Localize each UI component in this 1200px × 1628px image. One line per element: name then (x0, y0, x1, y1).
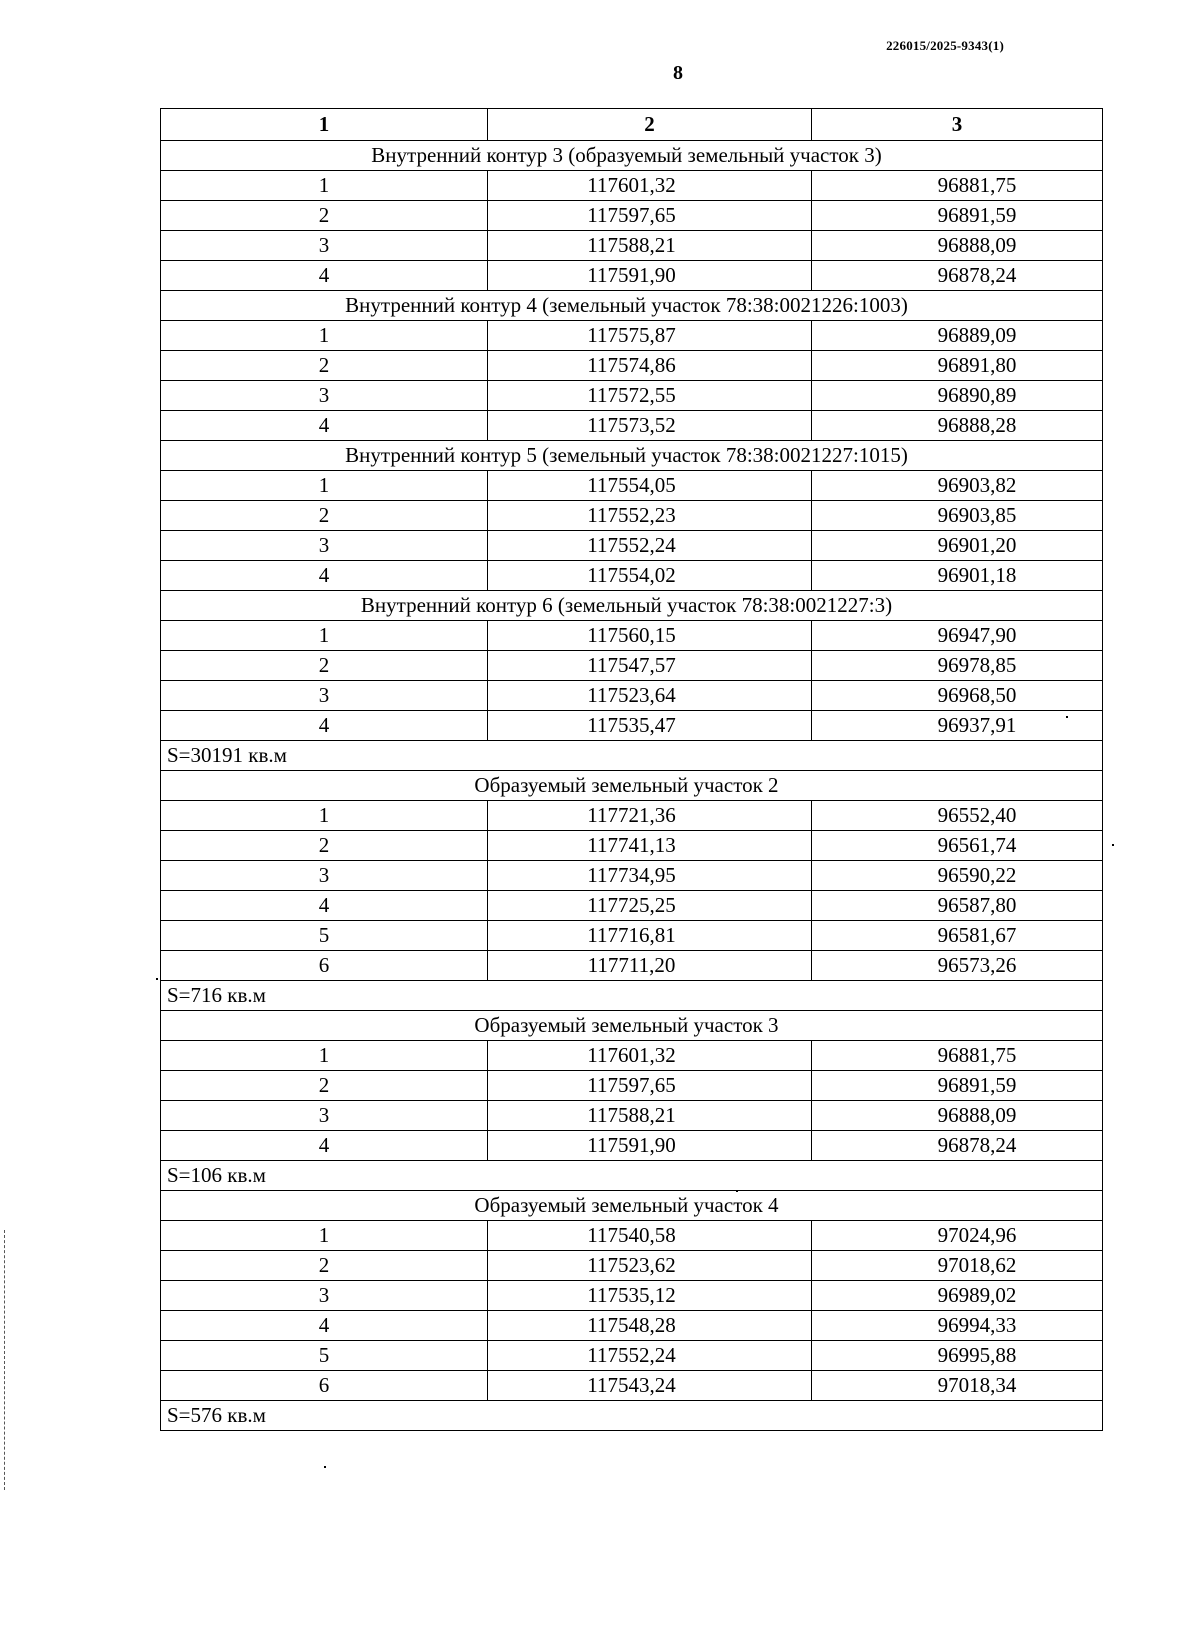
column-header-x: 2 (488, 109, 812, 141)
x-coordinate-cell: 117741,13 (488, 831, 812, 861)
point-number-cell: 1 (161, 471, 488, 501)
area-value: S=716 кв.м (161, 981, 1103, 1011)
point-number-cell: 2 (161, 1071, 488, 1101)
table-row (161, 1041, 1103, 1071)
point-number-cell: 4 (161, 261, 488, 291)
section-title-row (161, 771, 1103, 801)
scan-speck (156, 978, 158, 980)
section-title-row (161, 141, 1103, 171)
point-number-cell: 3 (161, 681, 488, 711)
section-title: Внутренний контур 4 (земельный участок 78:38:0021226:1003) (161, 291, 1103, 321)
y-coordinate-cell: 96888,09 (812, 231, 1103, 261)
y-coordinate-cell: 96901,20 (812, 531, 1103, 561)
y-coordinate-cell: 96994,33 (812, 1311, 1103, 1341)
x-coordinate-cell: 117588,21 (488, 231, 812, 261)
x-coordinate-cell: 117552,24 (488, 1341, 812, 1371)
x-coordinate-cell: 117597,65 (488, 201, 812, 231)
y-coordinate-cell: 96937,91 (812, 711, 1103, 741)
point-number-cell: 2 (161, 351, 488, 381)
section-title: Внутренний контур 5 (земельный участок 78:38:0021227:1015) (161, 441, 1103, 471)
scan-speck (736, 1190, 738, 1192)
y-coordinate-cell: 97024,96 (812, 1221, 1103, 1251)
y-coordinate-cell: 96561,74 (812, 831, 1103, 861)
x-coordinate-cell: 117591,90 (488, 1131, 812, 1161)
point-number-cell: 2 (161, 831, 488, 861)
x-coordinate-cell: 117574,86 (488, 351, 812, 381)
y-coordinate-cell: 96888,09 (812, 1101, 1103, 1131)
y-coordinate-cell: 96978,85 (812, 651, 1103, 681)
table-row (161, 261, 1103, 291)
table-row (161, 1371, 1103, 1401)
table-row (161, 1281, 1103, 1311)
x-coordinate-cell: 117552,23 (488, 501, 812, 531)
area-row (161, 1401, 1103, 1431)
x-coordinate-cell: 117725,25 (488, 891, 812, 921)
x-coordinate-cell: 117540,58 (488, 1221, 812, 1251)
x-coordinate-cell: 117548,28 (488, 1311, 812, 1341)
x-coordinate-cell: 117523,62 (488, 1251, 812, 1281)
x-coordinate-cell: 117535,12 (488, 1281, 812, 1311)
x-coordinate-cell: 117716,81 (488, 921, 812, 951)
table-row (161, 951, 1103, 981)
point-number-cell: 6 (161, 951, 488, 981)
area-value: S=576 кв.м (161, 1401, 1103, 1431)
section-title-row (161, 441, 1103, 471)
table-row (161, 231, 1103, 261)
table-row (161, 1071, 1103, 1101)
section-title: Внутренний контур 6 (земельный участок 78:38:0021227:3) (161, 591, 1103, 621)
scan-speck (324, 1466, 326, 1468)
point-number-cell: 1 (161, 801, 488, 831)
y-coordinate-cell: 96903,82 (812, 471, 1103, 501)
y-coordinate-cell: 97018,62 (812, 1251, 1103, 1281)
point-number-cell: 2 (161, 201, 488, 231)
table-row (161, 1131, 1103, 1161)
column-header-point-number: 1 (161, 109, 488, 141)
y-coordinate-cell: 96891,59 (812, 201, 1103, 231)
y-coordinate-cell: 96903,85 (812, 501, 1103, 531)
table-body (161, 141, 1103, 1431)
y-coordinate-cell: 96878,24 (812, 1131, 1103, 1161)
table-row (161, 531, 1103, 561)
y-coordinate-cell: 96989,02 (812, 1281, 1103, 1311)
point-number-cell: 2 (161, 1251, 488, 1281)
y-coordinate-cell: 96552,40 (812, 801, 1103, 831)
area-row (161, 741, 1103, 771)
scan-speck (1066, 716, 1068, 718)
table-row (161, 321, 1103, 351)
point-number-cell: 1 (161, 621, 488, 651)
table-header-row (161, 109, 1103, 141)
point-number-cell: 4 (161, 1131, 488, 1161)
table-row (161, 801, 1103, 831)
column-header-y: 3 (812, 109, 1103, 141)
y-coordinate-cell: 96901,18 (812, 561, 1103, 591)
y-coordinate-cell: 96881,75 (812, 171, 1103, 201)
x-coordinate-cell: 117572,55 (488, 381, 812, 411)
table-row (161, 1101, 1103, 1131)
point-number-cell: 5 (161, 1341, 488, 1371)
y-coordinate-cell: 96573,26 (812, 951, 1103, 981)
point-number-cell: 4 (161, 711, 488, 741)
point-number-cell: 3 (161, 1101, 488, 1131)
point-number-cell: 3 (161, 861, 488, 891)
point-number-cell: 1 (161, 1041, 488, 1071)
y-coordinate-cell: 97018,34 (812, 1371, 1103, 1401)
table-row (161, 711, 1103, 741)
x-coordinate-cell: 117547,57 (488, 651, 812, 681)
table-row (161, 201, 1103, 231)
table-row (161, 861, 1103, 891)
point-number-cell: 2 (161, 651, 488, 681)
page-number: 8 (673, 62, 683, 84)
point-number-cell: 3 (161, 1281, 488, 1311)
table-row (161, 471, 1103, 501)
x-coordinate-cell: 117591,90 (488, 261, 812, 291)
section-title: Образуемый земельный участок 4 (161, 1191, 1103, 1221)
x-coordinate-cell: 117554,05 (488, 471, 812, 501)
table-row (161, 1341, 1103, 1371)
section-title-row (161, 1191, 1103, 1221)
table-row (161, 681, 1103, 711)
point-number-cell: 3 (161, 381, 488, 411)
y-coordinate-cell: 96890,89 (812, 381, 1103, 411)
point-number-cell: 1 (161, 321, 488, 351)
section-title: Внутренний контур 3 (образуемый земельный участок 3) (161, 141, 1103, 171)
table-row (161, 1311, 1103, 1341)
y-coordinate-cell: 96590,22 (812, 861, 1103, 891)
point-number-cell: 4 (161, 891, 488, 921)
table-row (161, 351, 1103, 381)
point-number-cell: 1 (161, 171, 488, 201)
table-row (161, 621, 1103, 651)
area-value: S=30191 кв.м (161, 741, 1103, 771)
point-number-cell: 4 (161, 1311, 488, 1341)
section-title-row (161, 1011, 1103, 1041)
x-coordinate-cell: 117552,24 (488, 531, 812, 561)
y-coordinate-cell: 96995,88 (812, 1341, 1103, 1371)
y-coordinate-cell: 96878,24 (812, 261, 1103, 291)
x-coordinate-cell: 117535,47 (488, 711, 812, 741)
scan-edge-artifact (4, 1230, 6, 1490)
x-coordinate-cell: 117575,87 (488, 321, 812, 351)
point-number-cell: 3 (161, 231, 488, 261)
area-row (161, 1161, 1103, 1191)
y-coordinate-cell: 96891,80 (812, 351, 1103, 381)
scan-speck (1112, 844, 1114, 846)
table-row (161, 171, 1103, 201)
point-number-cell: 2 (161, 501, 488, 531)
area-value: S=106 кв.м (161, 1161, 1103, 1191)
x-coordinate-cell: 117601,32 (488, 1041, 812, 1071)
y-coordinate-cell: 96947,90 (812, 621, 1103, 651)
section-title-row (161, 291, 1103, 321)
area-row (161, 981, 1103, 1011)
x-coordinate-cell: 117543,24 (488, 1371, 812, 1401)
x-coordinate-cell: 117554,02 (488, 561, 812, 591)
table-row (161, 411, 1103, 441)
x-coordinate-cell: 117734,95 (488, 861, 812, 891)
document-registration-number: 226015/2025-9343(1) (886, 38, 1004, 53)
point-number-cell: 6 (161, 1371, 488, 1401)
table-row (161, 921, 1103, 951)
x-coordinate-cell: 117588,21 (488, 1101, 812, 1131)
point-number-cell: 3 (161, 531, 488, 561)
x-coordinate-cell: 117523,64 (488, 681, 812, 711)
table-row (161, 1221, 1103, 1251)
point-number-cell: 1 (161, 1221, 488, 1251)
y-coordinate-cell: 96587,80 (812, 891, 1103, 921)
x-coordinate-cell: 117573,52 (488, 411, 812, 441)
y-coordinate-cell: 96968,50 (812, 681, 1103, 711)
table-row (161, 651, 1103, 681)
section-title: Образуемый земельный участок 3 (161, 1011, 1103, 1041)
x-coordinate-cell: 117560,15 (488, 621, 812, 651)
table-row (161, 381, 1103, 411)
x-coordinate-cell: 117597,65 (488, 1071, 812, 1101)
table-row (161, 501, 1103, 531)
x-coordinate-cell: 117711,20 (488, 951, 812, 981)
y-coordinate-cell: 96889,09 (812, 321, 1103, 351)
y-coordinate-cell: 96881,75 (812, 1041, 1103, 1071)
point-number-cell: 4 (161, 561, 488, 591)
table-row (161, 891, 1103, 921)
point-number-cell: 4 (161, 411, 488, 441)
section-title: Образуемый земельный участок 2 (161, 771, 1103, 801)
table-row (161, 831, 1103, 861)
section-title-row (161, 591, 1103, 621)
table-row (161, 1251, 1103, 1281)
x-coordinate-cell: 117721,36 (488, 801, 812, 831)
y-coordinate-cell: 96581,67 (812, 921, 1103, 951)
coordinates-table (160, 108, 1103, 1431)
y-coordinate-cell: 96891,59 (812, 1071, 1103, 1101)
table-row (161, 561, 1103, 591)
x-coordinate-cell: 117601,32 (488, 171, 812, 201)
y-coordinate-cell: 96888,28 (812, 411, 1103, 441)
point-number-cell: 5 (161, 921, 488, 951)
